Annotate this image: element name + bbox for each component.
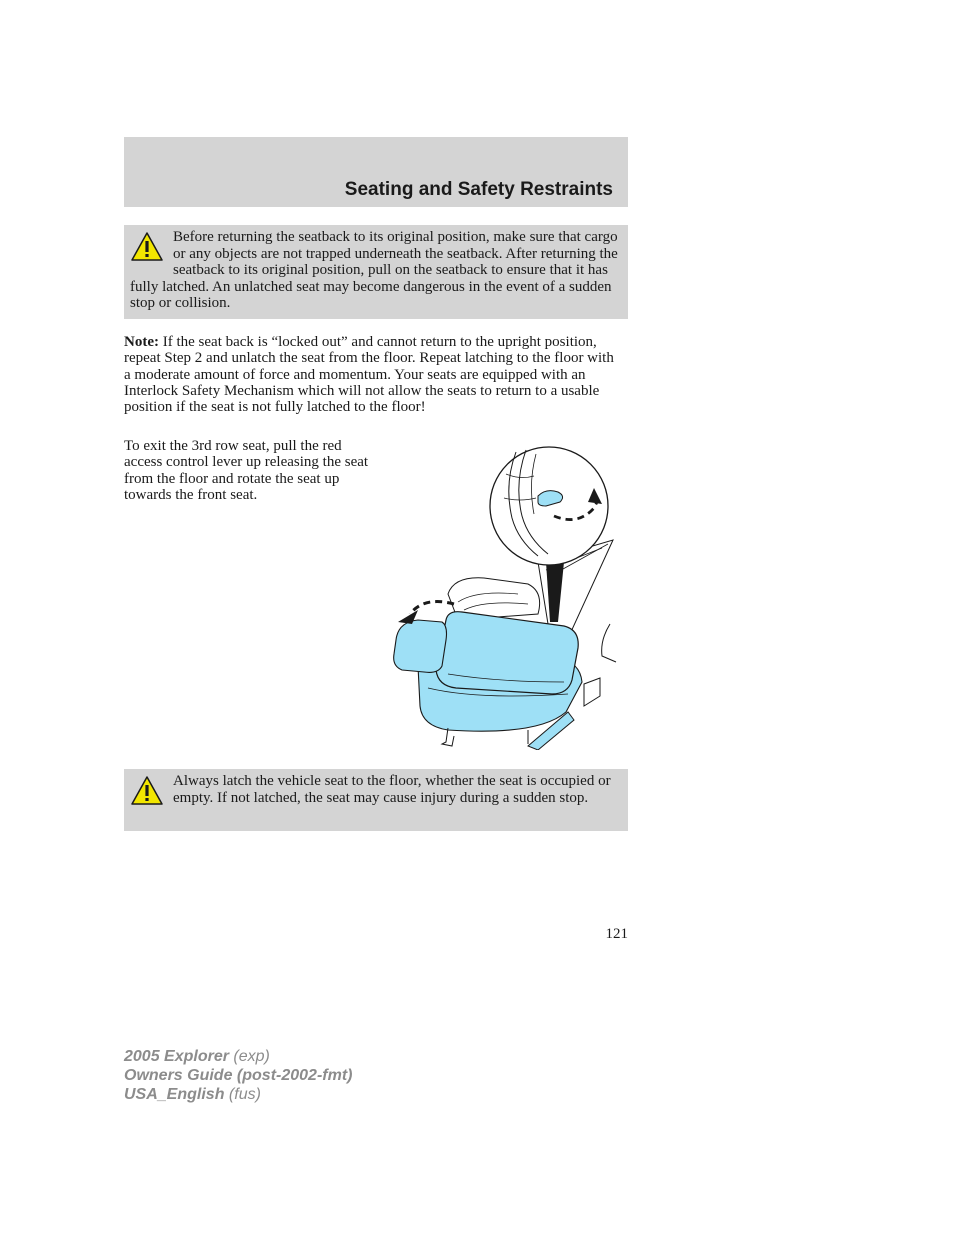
warning-text: Always latch the vehicle seat to the floor, whether the seat is occupied or empty. If not latched, the seat may cause injury during a sudden stop. [173, 773, 611, 806]
warning-triangle-icon [130, 231, 164, 263]
warning-text: Before returning the seatback to its original position, make sure that cargo or any objects are not trapped underneath the seatback. After returning the seatback to its original position, pull on the seatback to ensure that it has fully latched. An unlatched seat may become dangerous in the event of a sudden stop or collision. [130, 229, 618, 311]
warning-box-latch [124, 769, 628, 831]
footer-line-2 [124, 1066, 352, 1085]
section-header-band [124, 137, 628, 207]
footer-language-code: (fus) [224, 1086, 261, 1103]
note-text: If the seat back is “locked out” and cannot return to the upright position, repeat Step 2 and unlatch the seat from the floor. Repeat latching to the floor with a moderate amount of force and momentum. Your seats are equipped with an Interlock Safety Mechanism which will not allow the seats to return to a usable position if the seat is not fully latched to the floor! [124, 334, 614, 416]
page-number: 121 [605, 926, 628, 942]
document-footer [124, 1047, 352, 1104]
footer-line-1 [124, 1047, 352, 1066]
footer-line-3 [124, 1085, 352, 1104]
third-row-seat-illustration [388, 444, 620, 750]
instruction-paragraph: To exit the 3rd row seat, pull the red access control lever up releasing the seat from the floor and rotate the seat up towards the front seat. [124, 438, 369, 503]
section-title: Seating and Safety Restraints [344, 179, 613, 200]
warning-triangle-icon [130, 775, 164, 807]
note-paragraph [124, 334, 618, 415]
note-label: Note: [124, 334, 159, 350]
footer-model-code: (exp) [228, 1048, 270, 1065]
warning-box-seatback [124, 225, 628, 319]
footer-guide: Owners Guide (post-2002-fmt) [124, 1067, 353, 1084]
footer-model: 2005 Explorer [124, 1048, 229, 1065]
footer-language: USA_English [124, 1086, 225, 1103]
